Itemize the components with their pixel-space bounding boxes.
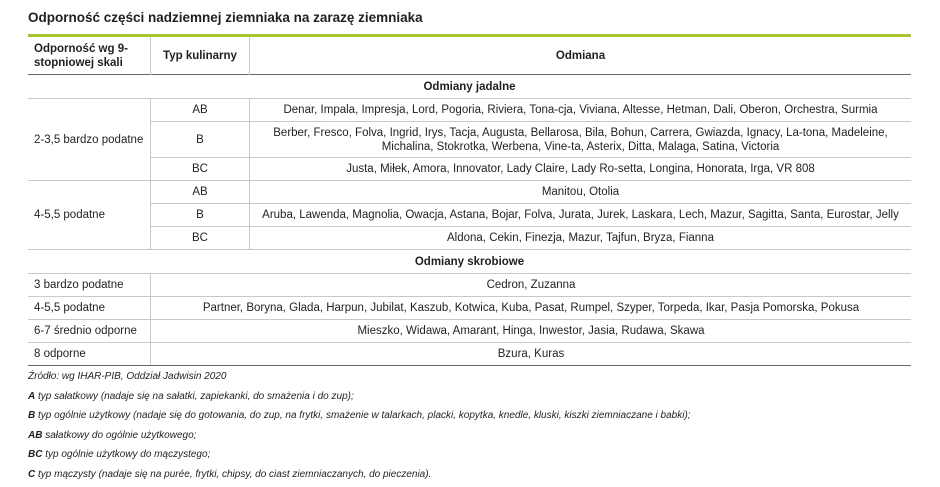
- table-row: [28, 320, 911, 343]
- header-resistance: Odporność wg 9-stopniowej skali: [34, 42, 128, 69]
- legend-text: typ ogólnie użytkowy (nadaje się do gotowania, do zup, na frytki, smażenie w talarkach, placki, kopytka, knedle, kluski, kiszki ziemniaczane i babki);: [35, 410, 691, 421]
- group-label: 4-5,5 podatne: [28, 297, 151, 320]
- resistance-table: [28, 37, 911, 366]
- group-label: 6-7 średnio odporne: [28, 320, 151, 343]
- header-culinary-type: Typ kulinarny: [151, 37, 250, 75]
- table-row: [28, 158, 911, 181]
- type-cell: B: [151, 204, 250, 227]
- group-label: 2-3,5 bardzo podatne: [28, 99, 151, 181]
- table-row: [28, 99, 911, 122]
- table-row: [28, 343, 911, 366]
- legend-key: C: [28, 468, 36, 480]
- legend-item: [28, 406, 691, 426]
- group-label: 3 bardzo podatne: [28, 274, 151, 297]
- header-row: [28, 37, 911, 75]
- table-row: [28, 181, 911, 204]
- legend-key: BC: [28, 449, 43, 460]
- section-row-starch: [28, 250, 911, 274]
- table-row: [28, 204, 911, 227]
- table-row: [28, 122, 911, 158]
- group-label: 4-5,5 podatne: [28, 181, 151, 250]
- table-title: Odporność części nadziemnej ziemniaka na zarazę ziemniaka: [28, 10, 423, 25]
- variety-cell: Berber, Fresco, Folva, Ingrid, Irys, Tacja, Augusta, Bellarosa, Bila, Bohun, Carrera, Gwiazda, Ignacy, La-tona, Madeleine, Michalina, Stokrotka, Werbena, Vine-ta, Asterix, Ditta, Malaga, Satina, Victoria: [250, 122, 912, 158]
- variety-cell: Partner, Boryna, Glada, Harpun, Jubilat, Kaszub, Kotwica, Kuba, Pasat, Rumpel, Szyper, Torpeda, Ikar, Pasja Pomorska, Pokusa: [151, 297, 912, 320]
- footnotes: [28, 367, 691, 484]
- source-note: Źródło: wg IHAR-PIB, Oddział Jadwisin 2020: [28, 371, 227, 382]
- variety-cell: Manitou, Otolia: [250, 181, 912, 204]
- legend-key: B: [28, 410, 36, 421]
- table-row: [28, 297, 911, 320]
- header-variety: Odmiana: [555, 49, 606, 62]
- legend-item: [28, 465, 691, 485]
- legend-key: A: [28, 390, 36, 402]
- section-row-edible: [28, 75, 911, 99]
- type-cell: BC: [151, 158, 250, 181]
- legend-text: sałatkowy do ogólnie użytkowego;: [42, 429, 197, 441]
- legend-item: [28, 387, 691, 407]
- legend-text: typ mączysty (nadaje się na purée, frytki, chipsy, do ciast ziemniaczanych, do pieczenia).: [35, 468, 432, 480]
- type-cell: BC: [151, 227, 250, 250]
- group-label: 8 odporne: [28, 343, 151, 366]
- variety-cell: Aruba, Lawenda, Magnolia, Owacja, Astana, Bojar, Folva, Jurata, Jurek, Laskara, Lech, Mazur, Sagitta, Santa, Eurostar, Jelly: [250, 204, 912, 227]
- section-title-starch: Odmiany skrobiowe: [28, 250, 911, 274]
- variety-cell: Mieszko, Widawa, Amarant, Hinga, Inwestor, Jasia, Rudawa, Skawa: [151, 320, 912, 343]
- variety-cell: Justa, Miłek, Amora, Innovator, Lady Claire, Lady Ro-setta, Longina, Honorata, Irga, VR 808: [250, 158, 912, 181]
- variety-cell: Bzura, Kuras: [151, 343, 912, 366]
- type-cell: AB: [151, 181, 250, 204]
- table-row: [28, 274, 911, 297]
- legend-text: typ ogólnie użytkowy do mączystego;: [42, 449, 211, 460]
- variety-cell: Denar, Impala, Impresja, Lord, Pogoria, Riviera, Tona-cja, Viviana, Altesse, Hetman, Dali, Oberon, Orchestra, Surmia: [250, 99, 912, 122]
- variety-cell: Cedron, Zuzanna: [151, 274, 912, 297]
- type-cell: AB: [151, 99, 250, 122]
- table-row: [28, 227, 911, 250]
- variety-cell: Aldona, Cekin, Finezja, Mazur, Tajfun, Bryza, Fianna: [250, 227, 912, 250]
- legend-key: AB: [28, 429, 43, 441]
- section-title-edible: Odmiany jadalne: [28, 75, 911, 99]
- legend-item: [28, 445, 691, 465]
- legend-item: [28, 426, 691, 446]
- legend-text: typ sałatkowy (nadaje się na sałatki, zapiekanki, do smażenia i do zup);: [35, 390, 354, 402]
- type-cell: B: [151, 122, 250, 158]
